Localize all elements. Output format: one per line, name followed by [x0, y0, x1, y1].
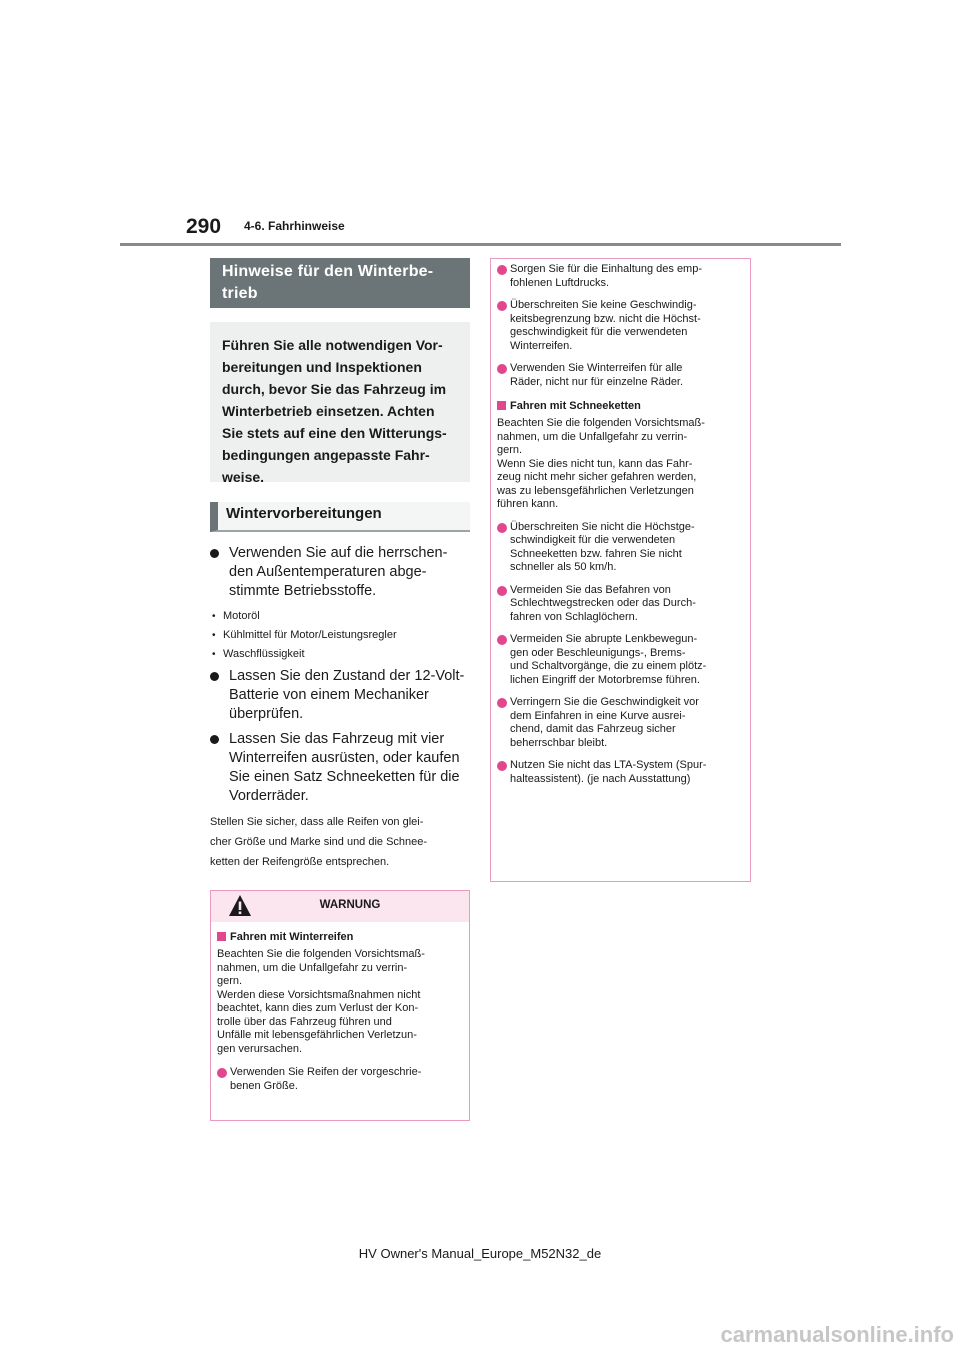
snow-chains-list — [497, 521, 744, 787]
intro-box — [210, 322, 470, 485]
warning-body — [211, 922, 469, 1093]
list-item-text: Überschreiten Sie nicht die Höchstge- schwindigkeit für die verwendeten Schneeketten bzw. fahren Sie nicht schneller als 50 km/h. — [510, 520, 695, 573]
main-heading — [210, 258, 470, 308]
warning-label: WARNUNG — [319, 899, 381, 911]
winter-tire-list — [497, 263, 744, 389]
list-item — [210, 730, 470, 806]
warning-block-text: Beachten Sie die folgenden Vorsichtsmaß- nahmen, um die Unfallgefahr zu verrin- gern. Werden diese Vorsichtsmaßnahmen nicht beachtet, kann dies zum Verlust der Kon- trolle über das Fahrzeug führen und Unfälle mit lebensgefährlichen Verletzun- gen verursachen. — [217, 948, 425, 1055]
list-item-text: Lassen Sie das Fahrzeug mit vier Winterreifen ausrüsten, oder kaufen Sie einen Satz Schneeketten für die Vorderräder. — [229, 731, 460, 804]
tire-note — [210, 812, 470, 872]
warning-block-title: Fahren mit Winterreifen — [217, 930, 463, 944]
note-line: ketten der Reifengröße entsprechen. — [210, 856, 390, 868]
preparation-list-continued — [210, 667, 470, 806]
list-item — [497, 759, 744, 786]
list-item — [217, 1066, 463, 1093]
warning-triangle-icon — [228, 894, 252, 918]
right-column — [490, 258, 751, 882]
list-item-text: Vermeiden Sie abrupte Lenkbewegun- gen oder Beschleunigungs-, Brems- und Schaltvorgänge, die zu einem plötz- lichen Eingriff der Motorbremse führen. — [510, 633, 707, 686]
list-item-text: Verwenden Sie auf die herrschen- den Außentemperaturen abge- stimmte Betriebsstoffe. — [229, 545, 448, 599]
list-item-text: Verwenden Sie Reifen der vorgeschrie- benen Größe. — [230, 1066, 422, 1092]
sub-heading: Wintervorbereitungen — [210, 502, 470, 532]
intro-line: Führen Sie alle notwendigen Vor- — [222, 337, 443, 353]
list-item-text: Verwenden Sie Winterreifen für alle Räder, nicht nur für einzelne Räder. — [510, 362, 684, 388]
list-item-text: Lassen Sie den Zustand der 12-Volt- Batterie von einem Mechaniker überprüfen. — [229, 668, 465, 722]
list-item — [497, 521, 744, 575]
list-item-text: Sorgen Sie für die Einhaltung des emp- fohlenen Luftdrucks. — [510, 263, 703, 289]
list-item — [497, 362, 744, 389]
intro-line: durch, bevor Sie das Fahrzeug im — [222, 381, 447, 397]
list-item — [210, 544, 470, 601]
site-watermark: carmanualsonline.info — [720, 1322, 954, 1347]
list-item: • Waschflüssigkeit — [210, 645, 470, 664]
list-item — [497, 584, 744, 625]
list-item — [497, 263, 744, 290]
list-item — [497, 299, 744, 353]
section-title: 4-6. Fahrhinweise — [244, 219, 345, 233]
list-item: • Motoröl — [210, 607, 470, 626]
warning-continuation-box — [490, 258, 751, 882]
list-item — [497, 633, 744, 687]
list-item — [497, 696, 744, 750]
page-number: 290 — [186, 215, 222, 238]
left-column — [210, 258, 470, 1121]
list-item: • Kühlmittel für Motor/Leistungsregler — [210, 626, 470, 645]
snow-chains-text: Beachten Sie die folgenden Vorsichtsmaß- nahmen, um die Unfallgefahr zu verrin- gern. Wenn Sie dies nicht tun, kann das Fahr- zeug nicht mehr sicher gefahren werden, was zu lebensgefährlichen Verletzungen führen kann. — [497, 417, 705, 510]
fluids-list — [210, 607, 470, 664]
intro-line: bedingungen angepasste Fahr- — [222, 447, 430, 463]
intro-line: bereitungen und Inspektionen — [222, 359, 422, 375]
warning-list — [217, 1066, 463, 1093]
intro-line: Sie stets auf eine den Witterungs- — [222, 425, 447, 441]
list-item-text: Überschreiten Sie keine Geschwindig- keitsbegrenzung bzw. nicht die Höchst- geschwindigkeit für die verwendeten Winterreifen. — [510, 299, 701, 352]
note-line: cher Größe und Marke sind und die Schnee- — [210, 836, 428, 848]
note-line: Stellen Sie sicher, dass alle Reifen von glei- — [210, 816, 424, 828]
list-item-text: Nutzen Sie nicht das LTA-System (Spur- halteassistent). (je nach Ausstattung) — [510, 759, 707, 785]
manual-id-footer: HV Owner's Manual_Europe_M52N32_de — [358, 1246, 602, 1261]
warning-box — [210, 890, 470, 1121]
warning-header — [211, 891, 469, 922]
snow-chains-title: Fahren mit Schneeketten — [497, 399, 744, 413]
preparation-list — [210, 544, 470, 601]
header-divider — [120, 243, 841, 246]
intro-line: weise. — [222, 469, 265, 485]
list-item-text: Verringern Sie die Geschwindigkeit vor dem Einfahren in eine Kurve ausrei- chend, damit das Fahrzeug sicher beherrschbar bleibt. — [510, 696, 699, 749]
main-heading-text: Hinweise für den Winterbe- trieb — [222, 263, 434, 302]
list-item-text: Vermeiden Sie das Befahren von Schlechtwegstrecken oder das Durch- fahren von Schlaglöchern. — [510, 583, 696, 623]
list-item — [210, 667, 470, 724]
intro-line: Winterbetrieb einsetzen. Achten — [222, 403, 435, 419]
